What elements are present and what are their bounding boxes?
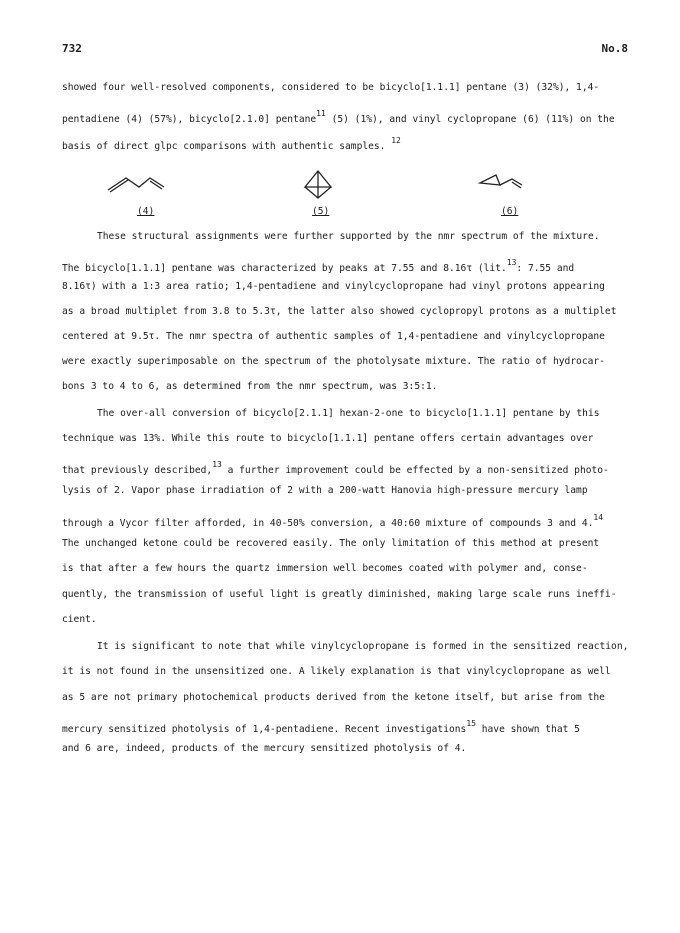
text-line: is that after a few hours the quartz immersion well becomes coated with polymer and, conse- <box>62 563 588 574</box>
text-line: it is not found in the unsensitized one. A likely explanation is that vinylcyclopropane as well <box>62 666 611 677</box>
text-line: as a broad multiplet from 3.8 to 5.3τ, the latter also showed cyclopropyl protons as a multiplet <box>62 306 617 317</box>
ref-mark: 13 <box>506 258 517 267</box>
text-line: quently, the transmission of useful light is greatly diminished, making large scale runs ineffi- <box>62 589 617 600</box>
text-line: through a Vycor filter afforded, in 40-50% conversion, a 40:60 mixture of compounds 3 and 4.14 <box>62 513 604 529</box>
ref-mark: 13 <box>212 460 222 469</box>
text-line: cient. <box>62 614 97 625</box>
bicyclopentane-structure <box>305 171 331 198</box>
text-line: The unchanged ketone could be recovered easily. The only limitation of this method at present <box>62 538 600 549</box>
text-line: pentadiene (4) (57%), bicyclo[2.1.0] pentane$^{11}$ (5) (1%), and vinyl cyclopropane (6) (11%) on the <box>62 109 615 125</box>
structure-label: (4) <box>137 206 155 217</box>
text-line: lysis of 2. Vapor phase irradiation of 2 with a 200-watt Hanovia high-pressure mercury lamp <box>62 485 588 496</box>
pentadiene-structure <box>108 178 164 192</box>
ref-mark: 14 <box>593 513 604 522</box>
structure-row <box>0 160 680 220</box>
text-line: that previously described,$^{13}$ a further improvement could be effected by a non-sensitized photo- <box>62 460 609 476</box>
text-line: showed four well-resolved components, considered to be bicyclo[1.1.1] pentane (3) (32%), 1,4- <box>62 82 600 93</box>
text-line: technique was 13%. While this route to bicyclo[1.1.1] pentane offers certain advantages over <box>62 433 594 444</box>
text-line: were exactly superimposable on the spectrum of the photolysate mixture. The ratio of hydrocar- <box>62 356 605 367</box>
text-line: It is significant to note that while vinylcyclopropane is formed in the sensitized reaction, <box>97 641 629 652</box>
text-line: centered at 9.5τ. The nmr spectra of authentic samples of 1,4-pentadiene and vinylcyclopropane <box>62 331 605 342</box>
ref-mark: 12 <box>391 136 401 145</box>
text-line: bons 3 to 4 to 6, as determined from the nmr spectrum, was 3:5:1. <box>62 381 438 392</box>
structure-label: (5) <box>312 206 330 217</box>
text-line: The bicyclo[1.1.1] pentane was characterized by peaks at 7.55 and 8.16τ (lit.$^{13}$: 7.55 and <box>62 258 575 274</box>
text-line: mercury sensitized photolysis of 1,4-pentadiene. Recent investigations$^{15}$ have shown that 5 <box>62 719 580 735</box>
structure-label: (6) <box>501 206 519 217</box>
vinylcyclopropane-structure <box>480 175 522 188</box>
text-line: These structural assignments were further supported by the nmr spectrum of the mixture. <box>97 231 600 242</box>
text-line: as 5 are not primary photochemical products derived from the ketone itself, but arise from the <box>62 692 605 703</box>
page-number: 732 <box>62 42 82 55</box>
text-line: The over-all conversion of bicyclo[2.1.1] hexan-2-one to bicyclo[1.1.1] pentane by this <box>97 408 600 419</box>
issue-number: No.8 <box>601 42 628 55</box>
text-line: and 6 are, indeed, products of the mercury sensitized photolysis of 4. <box>62 743 467 754</box>
chemical-structures <box>0 160 680 220</box>
ref-mark: 15 <box>466 719 476 728</box>
text-line: basis of direct glpc comparisons with authentic samples. $^{12}$ <box>62 136 401 152</box>
ref-mark: 11 <box>316 109 326 118</box>
text-line: 8.16τ) with a 1:3 area ratio; 1,4-pentadiene and vinylcyclopropane had vinyl protons appearing <box>62 281 605 292</box>
